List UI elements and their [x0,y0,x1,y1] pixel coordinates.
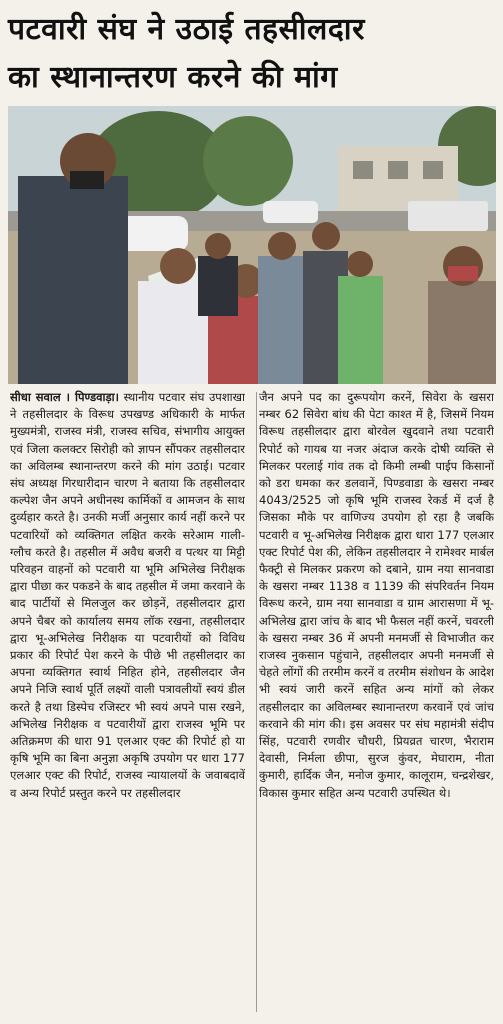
column-2-text: जैन अपने पद का दुरूपयोग करनें, सिवेरा के खसरा नम्बर 62 सिवेरा बांध की पेटा काश्त में है, जिसमें नियम विरूध तहसीलदार द्वारा बोरवेल खुदवाने तथा पटवारी रिपोर्ट को गायब या नजर अंदाज करके दोषी व्यक्ति से मिलकर परलाई गांव तक दो किमी लम्बी पाईप किसानों को डरा धमका कर डलवानें, पिण्डवाडा के खसरा नम्बर 4043/2525 जो कृषि भूमि राजस्व रेकर्ड में दर्ज है जिसका मौके पर वाणिज्य उपयोग हो रहा है जबकि पटवारी व भू-अभिलेख निरीक्षक द्वारा धारा 177 एलआर एक्ट रिपोर्ट पेश की, लेकिन तहसीलदार ने रामेश्वर मार्बल फैक्ट्री से मिलकर प्रकरण को दबाने, ग्राम नया सानवाडा के खसरा नम्बर 1138 व 1139 की संपरिवर्तन नियम विरूध करने, ग्राम नया सानवाडा व ग्राम आरासणा में भू-अभिलेख द्वारा जांच के बाद भी फैसल नहीं करनें, चवरली के खसरा नम्बर 36 में अपनी मनमर्जी से विभाजीत कर राजस्व नुकसान पहुंचाने, तहसीलदार अपनी मनमर्जी से चेहते लोंगों की तरमीम करनें व तरमीम संशोधन के आदेश भी स्वयं जारी करनें सहित अन्य मांगों को लेकर तहसीलदार का अविलम्बर स्थानान्तरण करवानें एवं जांच करवाने की मांग की। इस अवसर पर संघ महामंत्री संदीप सिंह, पटवारी रणवीर चौधरी, प्रियव्रत चारण, भैराराम देवासी, निर्मला छीपा, सुरज कुंवर, मेघाराम, नीता कुमारी, हार्दिक जैन, मनोज कुमार, कालूराम, चन्द्रशेखर, विकास कुमार सहित अन्य पटवारी उपस्थित थे। [259,390,494,800]
news-photo-illustration [8,106,496,384]
article-column-1 [10,389,245,1017]
headline-line-1: पटवारी संघ ने उठाई तहसीलदार [8,12,365,47]
column-1-text: स्थानीय पटवार संघ उपशाखा ने तहसीलदार के विरूध उपखण्ड अधिकारी के मार्फत मुख्यमंत्री, राजस्व मंत्री, राजस्व सचिव, संभागीय आयुक्त एवं जिला कलक्टर सिरोही को ज्ञापन सौंपकर तहसीलदार का अविलम्ब स्थानान्तरण करने की मांग उठाई। पटवार संघ अध्यक्ष गिरधारीदान चारण ने बताया कि तहसीलदार कल्पेश जैन अपने अधीनस्थ कार्मिकों व आमजन के साथ दुर्व्यहार करते है। उनकी मर्जी अनुसार कार्य नहीं करने पर पटवारियों को व्यक्तिगत लक्षित करके सरेआम गाली-ग्लौच करते है। तहसील में अवैध बजरी व पत्थर या मिट्टी परिवहन वाहनों को पटवारी या भूमि अभिलेख निरीक्षक द्वारा पीछा कर पकडने के बाद तहसील में जमा करवाने के बाद पार्टीयों से मिलजुल कर छोड़नें, तहसीलदार द्वारा अपने चैबर को कार्यालय समय लॉक रखना, तहसीलदार द्वारा भू-अभिलेख निरीक्षक या पटवारीयों को विविध प्रकार की रिपोर्ट पेश करने के पीछे भी तहसीलदार का अपना व्यक्तिगत स्वार्थ निहित होने, तहसीलदार जैन अपने निजि स्वार्थ पूर्ति लक्ष्यों वाली पत्रावलीयों स्वयं डील करते है तथा डिस्पेच रजिस्टर भी स्वयं अपने पास रखने, अभिलेख निरीक्षक व पटवारीयों द्वारा राजस्व भूमि पर अतिक्रमण की धारा 91 एलआर एक्ट की रिपोर्ट हो या कृषि भूमि का बिना अनुज्ञा अकृषि उपयोग पर धारा 177 एलआर एक्ट की रिपोर्ट, राजस्व न्यायालयों के जवाबदावें व अन्य रिपोर्ट प्रस्तुत करने पर तहसीलदार [10,390,245,800]
news-photo [8,106,496,384]
headline [8,6,496,102]
article-column-2 [259,389,494,1017]
article-body [10,389,494,1017]
headline-line-2: का स्थानान्तरण करने की मांग [8,60,338,95]
dateline: सीधा सवाल । पिण्डवाड़ा। [10,390,119,404]
